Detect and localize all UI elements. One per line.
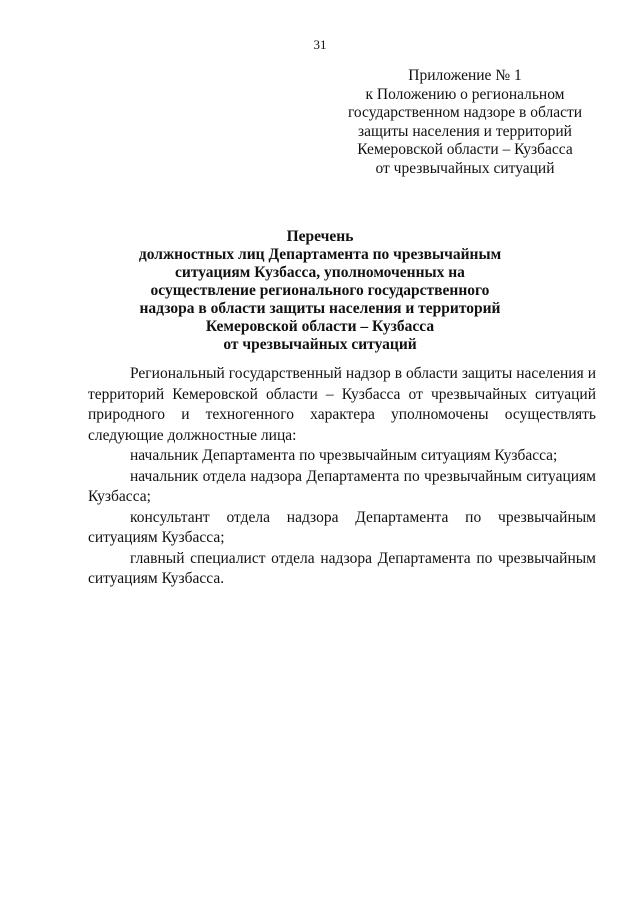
title-line: осуществление регионального государственного xyxy=(150,282,490,299)
appendix-line: государственном надзоре в области xyxy=(347,104,583,121)
title-line: ситуациям Кузбасса, уполномоченных на xyxy=(175,264,465,281)
body-paragraph: Региональный государственный надзор в области защиты населения и территорий Кемеровской области – Кузбасса от чрезвычайных ситуаций природного и техногенного характера уполномочены осуществлять следующие должностные лица: xyxy=(88,365,596,444)
appendix-line: от чрезвычайных ситуаций xyxy=(375,159,555,177)
body-paragraph: начальник отдела надзора Департамента по чрезвычайным ситуациям Кузбасса; xyxy=(88,467,596,505)
appendix-line: к Положению о региональном xyxy=(365,85,565,103)
document-title xyxy=(100,228,540,354)
title-line: надзора в области защиты населения и территорий xyxy=(139,300,501,317)
body-paragraph: главный специалист отдела надзора Департамента по чрезвычайным ситуациям Кузбасса. xyxy=(88,549,596,587)
appendix-line: защиты населения и территорий xyxy=(358,122,572,140)
title-line: от чрезвычайных ситуаций xyxy=(223,336,417,353)
title-line: Перечень xyxy=(286,228,354,245)
appendix-header xyxy=(330,67,600,178)
body-paragraph: начальник Департамента по чрезвычайным ситуациям Кузбасса; xyxy=(130,447,558,464)
document-body xyxy=(88,364,596,590)
title-line: должностных лиц Департамента по чрезвычайным xyxy=(138,246,502,263)
title-line: Кемеровской области – Кузбасса xyxy=(205,318,435,335)
appendix-line: Кемеровской области – Кузбасса xyxy=(357,141,573,158)
appendix-line: Приложение № 1 xyxy=(408,67,522,84)
page-number: 31 xyxy=(313,37,327,52)
body-paragraph: консультант отдела надзора Департамента по чрезвычайным ситуациям Кузбасса; xyxy=(88,508,596,546)
